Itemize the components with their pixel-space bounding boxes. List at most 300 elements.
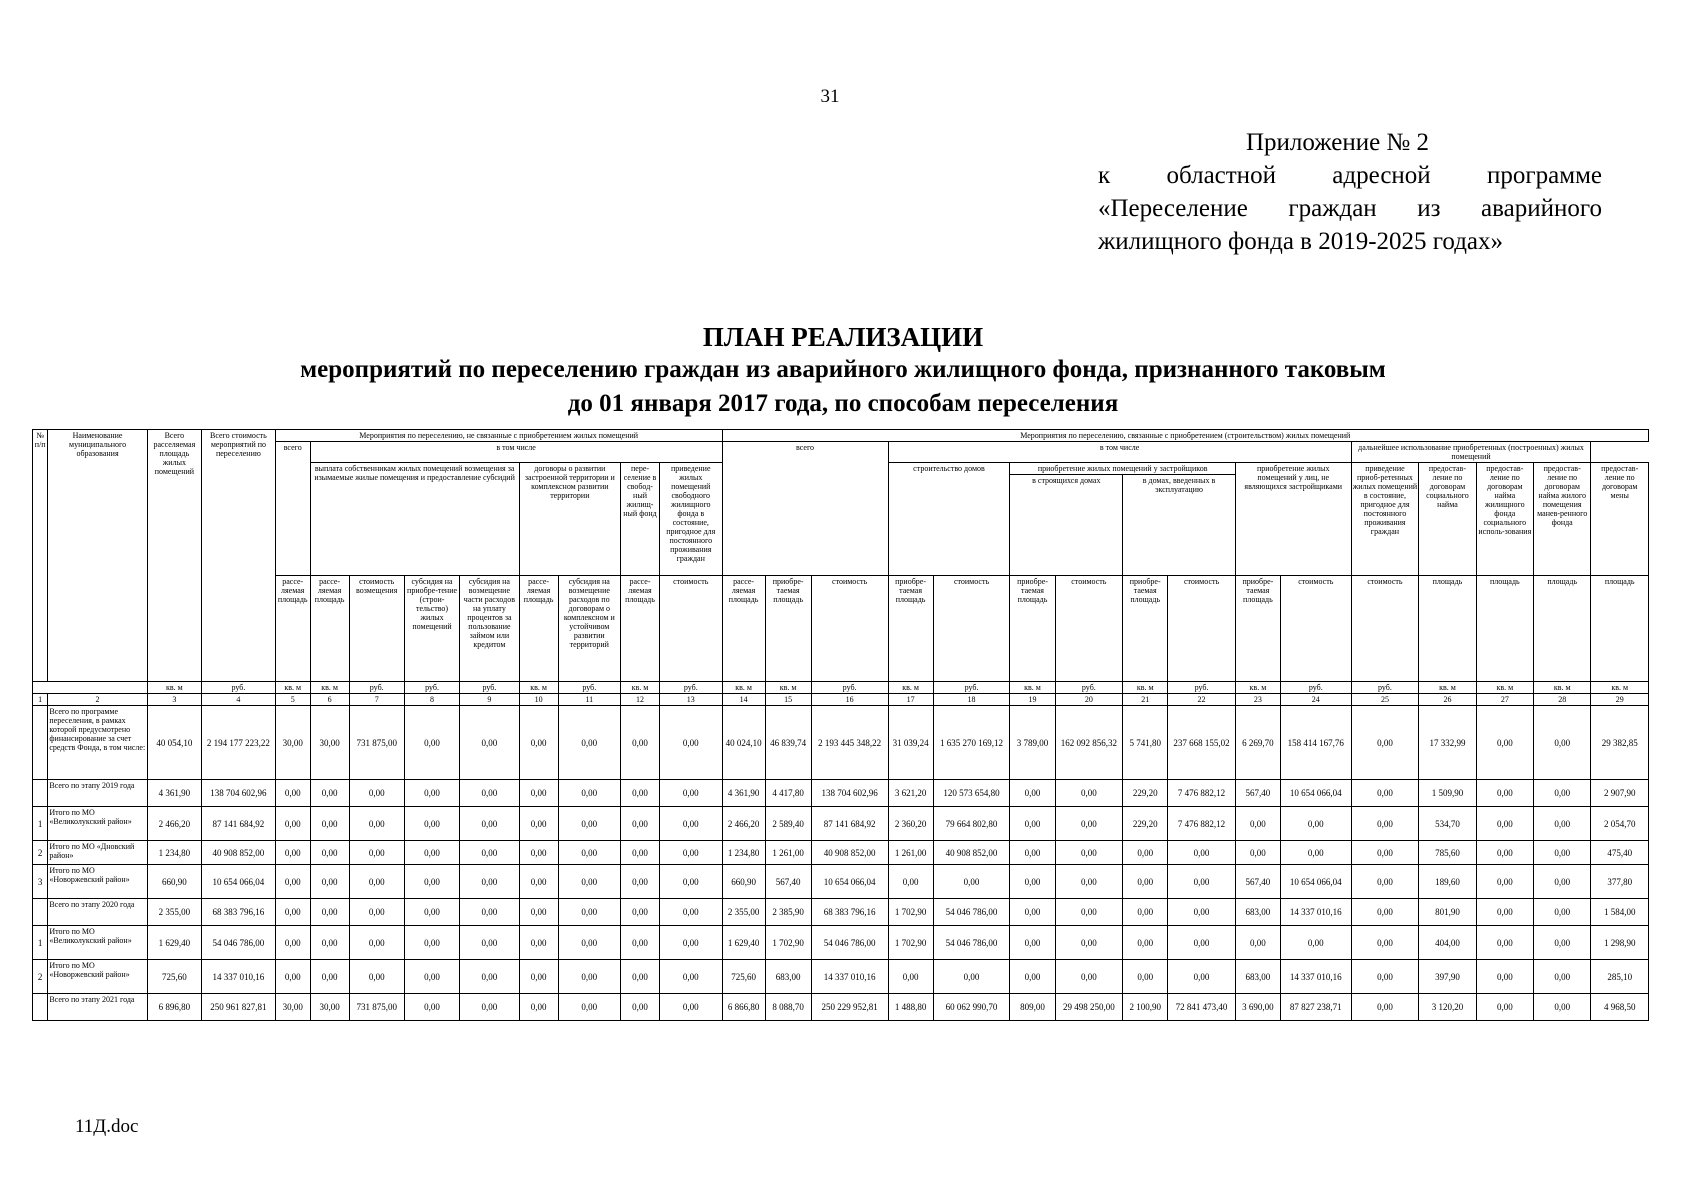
header-b-buy-dev: [1010, 463, 1235, 576]
table-cell: 0,00: [404, 960, 459, 994]
table-cell: 0,00: [1351, 780, 1419, 807]
table-cell: 0,00: [659, 841, 722, 865]
column-number: 28: [1534, 694, 1591, 706]
table-cell: 0,00: [519, 780, 558, 807]
table-cell: 1 584,00: [1591, 899, 1649, 926]
table-cell: 29 498 250,00: [1055, 994, 1123, 1021]
table-cell: 0,00: [275, 780, 310, 807]
unit-cell: кв. м: [1534, 682, 1591, 694]
table-row: [33, 994, 1649, 1021]
sub-b-comm-cost: стоимость: [1168, 576, 1236, 682]
unit-cell: руб.: [460, 682, 519, 694]
unit-cell: кв. м: [621, 682, 660, 694]
table-cell: 0,00: [460, 780, 519, 807]
appendix-line-3: «Переселение граждан из аварийного: [1098, 195, 1602, 222]
table-cell: 1 702,90: [888, 926, 933, 960]
header-a-payment: выплата собственникам жилых помещений возмещения за изымаемые жилые помещения и предоставление субсидий: [310, 463, 519, 576]
unit-cell: руб.: [933, 682, 1010, 694]
table-cell: 801,90: [1419, 899, 1476, 926]
header-a-bring: приведение жилых помещений свободного жилищного фонда в состояние, пригодное для постоянного проживания граждан: [659, 463, 722, 576]
table-cell: 0,00: [1010, 926, 1055, 960]
table-cell: 0,00: [659, 706, 722, 780]
appendix-line-1: Приложение № 2: [1246, 129, 1430, 156]
header-b-buy-nondev: приобретение жилых помещений у лиц, не являющихся застройщиками: [1235, 463, 1351, 576]
column-number: 3: [147, 694, 201, 706]
row-name: Итого по МО «Великолукский район»: [48, 926, 147, 960]
table-cell: 3 120,20: [1419, 994, 1476, 1021]
sub-b-total-resettled: рассе-ляемая площадь: [722, 576, 765, 682]
sub-a-free-area: рассе-ляемая площадь: [621, 576, 660, 682]
table-cell: 0,00: [519, 994, 558, 1021]
table-cell: 0,00: [1168, 960, 1236, 994]
header-b-incl: в том числе: [888, 442, 1351, 463]
row-number: 2: [33, 960, 48, 994]
column-number: 19: [1010, 694, 1055, 706]
header-b-exchange: предостав-ление по договорам мены: [1591, 463, 1649, 576]
table-cell: 0,00: [1280, 926, 1351, 960]
table-row: [33, 780, 1649, 807]
header-b-under-constr: в строящихся домах: [1010, 475, 1123, 575]
unit-cell: руб.: [659, 682, 722, 694]
table-cell: 0,00: [558, 899, 621, 926]
header-b-build: строительство домов: [888, 463, 1010, 576]
table-cell: 1 488,80: [888, 994, 933, 1021]
table-cell: 138 704 602,96: [811, 780, 888, 807]
table-cell: 0,00: [1123, 960, 1168, 994]
table-cell: 0,00: [1055, 807, 1123, 841]
table-cell: 54 046 786,00: [811, 926, 888, 960]
table-cell: 31 039,24: [888, 706, 933, 780]
table-cell: 0,00: [1351, 960, 1419, 994]
table-cell: 0,00: [460, 994, 519, 1021]
row-number: 2: [33, 841, 48, 865]
header-b-bring: приведение приоб-ретенных жилых помещений в состояние, пригодное для постоянного проживания граждан: [1351, 463, 1419, 576]
table-cell: 567,40: [1235, 780, 1280, 807]
row-name: Всего по этапу 2020 года: [48, 899, 147, 926]
sub-a-total-area: рассе-ляемая площадь: [275, 576, 310, 682]
sub-b-build-cost: стоимость: [933, 576, 1010, 682]
units-row: [33, 682, 1649, 694]
table-cell: 0,00: [1534, 807, 1591, 841]
table-cell: 0,00: [1235, 807, 1280, 841]
table-cell: 0,00: [1534, 841, 1591, 865]
sub-b-social-area: площадь: [1419, 576, 1476, 682]
table-cell: 0,00: [1351, 899, 1419, 926]
sub-a-cost-comp: стоимость возмещения: [349, 576, 404, 682]
table-cell: 404,00: [1419, 926, 1476, 960]
table-cell: 0,00: [349, 865, 404, 899]
column-number: 20: [1055, 694, 1123, 706]
table-cell: 4 968,50: [1591, 994, 1649, 1021]
table-cell: 0,00: [404, 706, 459, 780]
table-cell: 0,00: [933, 865, 1010, 899]
table-cell: 0,00: [558, 865, 621, 899]
unit-cell: руб.: [1351, 682, 1419, 694]
table-cell: 0,00: [1351, 926, 1419, 960]
header-b-commissioned: в домах, введенных в эксплуатацию: [1142, 476, 1216, 494]
table-cell: 0,00: [404, 994, 459, 1021]
table-cell: 0,00: [558, 960, 621, 994]
column-number: 25: [1351, 694, 1419, 706]
unit-cell: руб.: [1055, 682, 1123, 694]
table-cell: 0,00: [519, 960, 558, 994]
table-cell: 3 789,00: [1010, 706, 1055, 780]
table-cell: 0,00: [1534, 899, 1591, 926]
table-cell: 0,00: [310, 926, 349, 960]
unit-cell: руб.: [811, 682, 888, 694]
table-cell: 0,00: [1534, 926, 1591, 960]
table-cell: 0,00: [349, 780, 404, 807]
table-cell: 0,00: [349, 841, 404, 865]
table-cell: 1 702,90: [765, 926, 811, 960]
unit-cell: кв. м: [1476, 682, 1533, 694]
table-cell: 54 046 786,00: [202, 926, 276, 960]
table-cell: 0,00: [558, 994, 621, 1021]
table-cell: 660,90: [722, 865, 765, 899]
row-number: 1: [33, 807, 48, 841]
header-a-contracts: договоры о развитии застроенной территории и комплексном развитии территории: [519, 463, 620, 576]
header-b-buy-dev-label: приобретение жилых помещений у застройщиков: [1010, 463, 1234, 475]
table-cell: 0,00: [888, 960, 933, 994]
table-cell: 0,00: [1476, 780, 1533, 807]
table-cell: 0,00: [349, 926, 404, 960]
table-cell: 2 193 445 348,22: [811, 706, 888, 780]
table-cell: 87 141 684,92: [202, 807, 276, 841]
table-cell: 0,00: [404, 780, 459, 807]
table-cell: 0,00: [404, 926, 459, 960]
unit-cell: руб.: [404, 682, 459, 694]
table-cell: 0,00: [659, 865, 722, 899]
table-cell: 6 896,80: [147, 994, 201, 1021]
table-cell: 10 654 066,04: [1280, 780, 1351, 807]
column-number: 12: [621, 694, 660, 706]
table-cell: 1 629,40: [147, 926, 201, 960]
row-number: 1: [33, 926, 48, 960]
table-cell: 0,00: [1010, 899, 1055, 926]
header-b-social-rent: предостав-ление по договорам найма жилищного фонда социального исполь-зования: [1476, 463, 1533, 576]
table-cell: 1 635 270 169,12: [933, 706, 1010, 780]
column-number: 22: [1168, 694, 1236, 706]
table-cell: 0,00: [621, 807, 660, 841]
table-cell: 0,00: [1010, 780, 1055, 807]
table-cell: 567,40: [1235, 865, 1280, 899]
table-cell: 40 908 852,00: [933, 841, 1010, 865]
table-cell: 1 298,90: [1591, 926, 1649, 960]
header-num: № п/п: [33, 430, 48, 682]
column-number: 7: [349, 694, 404, 706]
table-cell: 40 908 852,00: [811, 841, 888, 865]
table-cell: 2 355,00: [722, 899, 765, 926]
column-number: 1: [33, 694, 48, 706]
page-number: 31: [820, 86, 840, 107]
table-cell: 0,00: [621, 780, 660, 807]
table-cell: 0,00: [1010, 807, 1055, 841]
row-name: Итого по МО «Новоржевский район»: [48, 865, 147, 899]
header-b-buy-dev-sub: [1010, 475, 1234, 575]
table-cell: 0,00: [519, 841, 558, 865]
sub-b-under-cost: стоимость: [1055, 576, 1123, 682]
table-cell: 8 088,70: [765, 994, 811, 1021]
unit-cell: руб.: [349, 682, 404, 694]
table-cell: 2 355,00: [147, 899, 201, 926]
table-cell: 0,00: [621, 865, 660, 899]
sub-a-pay-area: рассе-ляемая площадь: [310, 576, 349, 682]
table-cell: 0,00: [1534, 994, 1591, 1021]
unit-cell: руб.: [1280, 682, 1351, 694]
table-cell: 54 046 786,00: [933, 926, 1010, 960]
table-cell: 2 054,70: [1591, 807, 1649, 841]
table-cell: 0,00: [621, 926, 660, 960]
table-cell: 0,00: [659, 899, 722, 926]
table-cell: 0,00: [460, 926, 519, 960]
table-cell: 0,00: [310, 899, 349, 926]
table-cell: 0,00: [275, 841, 310, 865]
table-cell: 30,00: [310, 706, 349, 780]
column-number-row: [33, 694, 1649, 706]
table-cell: 0,00: [1534, 960, 1591, 994]
table-cell: 60 062 990,70: [933, 994, 1010, 1021]
table-cell: 54 046 786,00: [933, 899, 1010, 926]
table-cell: 0,00: [404, 807, 459, 841]
table-cell: 2 466,20: [147, 807, 201, 841]
table-cell: 68 383 796,16: [811, 899, 888, 926]
table-cell: 0,00: [659, 926, 722, 960]
table-cell: 0,00: [1534, 706, 1591, 780]
appendix-line-2: к областной адресной программе: [1098, 162, 1602, 189]
table-cell: 0,00: [1010, 960, 1055, 994]
column-number: 11: [558, 694, 621, 706]
sub-b-comm-area: приобре-таемая площадь: [1123, 576, 1168, 682]
header-b-social: предостав-ление по договорам социального найма: [1419, 463, 1476, 576]
table-cell: 0,00: [558, 926, 621, 960]
table-row: [33, 899, 1649, 926]
table-cell: 731 875,00: [349, 706, 404, 780]
table-cell: 0,00: [1168, 899, 1236, 926]
table-cell: 0,00: [1055, 780, 1123, 807]
unit-cell: кв. м: [1591, 682, 1649, 694]
header-b-maneuver: предостав-ление по договорам найма жилого помещения манев-ренного фонда: [1534, 463, 1591, 576]
row-name: Всего по этапу 2019 года: [48, 780, 147, 807]
table-cell: 189,60: [1419, 865, 1476, 899]
table-cell: 2 385,90: [765, 899, 811, 926]
table-cell: 0,00: [1055, 926, 1123, 960]
document-subtitle-2: до 01 января 2017 года, по способам переселения: [567, 390, 1119, 417]
table-cell: 0,00: [310, 865, 349, 899]
table-cell: 285,10: [1591, 960, 1649, 994]
table-row: [33, 841, 1649, 865]
table-cell: 2 907,90: [1591, 780, 1649, 807]
table-cell: 0,00: [1351, 807, 1419, 841]
header-a-free: пере-селение в свобод-ный жилищ-ный фонд: [621, 463, 660, 576]
table-cell: 0,00: [1476, 706, 1533, 780]
table-cell: 683,00: [1235, 960, 1280, 994]
sub-a-subsidy-contracts: субсидия на возмещение расходов по договорам о комплексном и устойчивом развитии территорий: [558, 576, 621, 682]
table-cell: 0,00: [460, 899, 519, 926]
row-name: Всего по программе переселения, в рамках которой предусмотрено финансирование за счет средств Фонда, в том числе:: [48, 706, 147, 780]
table-cell: 0,00: [1351, 841, 1419, 865]
table-cell: 1 234,80: [147, 841, 201, 865]
table-cell: 0,00: [1476, 899, 1533, 926]
header-row-4: [33, 576, 1649, 682]
table-cell: 0,00: [621, 899, 660, 926]
row-number: [33, 994, 48, 1021]
table-cell: 0,00: [1476, 994, 1533, 1021]
table-cell: 29 382,85: [1591, 706, 1649, 780]
column-number: 16: [811, 694, 888, 706]
column-number: 21: [1123, 694, 1168, 706]
header-total-cost: Всего стоимость мероприятий по переселению: [202, 430, 276, 682]
table-cell: 0,00: [659, 960, 722, 994]
sub-b-nondev-cost: стоимость: [1280, 576, 1351, 682]
table-cell: 0,00: [1010, 865, 1055, 899]
table-cell: 0,00: [659, 994, 722, 1021]
table-cell: 0,00: [1055, 865, 1123, 899]
table-cell: 0,00: [275, 807, 310, 841]
table-cell: 87 141 684,92: [811, 807, 888, 841]
table-cell: 14 337 010,16: [1280, 899, 1351, 926]
sub-b-total-cost: стоимость: [811, 576, 888, 682]
unit-cell: кв. м: [147, 682, 201, 694]
sub-b-under-area: приобре-таемая площадь: [1010, 576, 1055, 682]
table-cell: 1 702,90: [888, 899, 933, 926]
table-cell: 0,00: [460, 841, 519, 865]
table-cell: 1 629,40: [722, 926, 765, 960]
table-cell: 0,00: [659, 807, 722, 841]
sub-a-contracts-area: рассе-ляемая площадь: [519, 576, 558, 682]
table-cell: 0,00: [310, 780, 349, 807]
table-cell: 0,00: [1351, 994, 1419, 1021]
column-number: 24: [1280, 694, 1351, 706]
unit-cell: кв. м: [1419, 682, 1476, 694]
table-cell: 138 704 602,96: [202, 780, 276, 807]
table-cell: 229,20: [1123, 780, 1168, 807]
table-row: [33, 926, 1649, 960]
table-cell: 1 261,00: [765, 841, 811, 865]
row-name: Итого по МО «Великолукский район»: [48, 807, 147, 841]
sub-b-total-acquired: приобре-таемая площадь: [765, 576, 811, 682]
document-subtitle-1: мероприятий по переселению граждан из аварийного жилищного фонда, признанного таковым: [300, 356, 1386, 383]
table-cell: 1 509,90: [1419, 780, 1476, 807]
column-number: 6: [310, 694, 349, 706]
table-cell: 1 234,80: [722, 841, 765, 865]
column-number: 8: [404, 694, 459, 706]
header-group-b: Мероприятия по переселению, связанные с приобретением (строительством) жилых помещений: [722, 430, 1648, 442]
row-number: [33, 780, 48, 807]
table-cell: 0,00: [519, 865, 558, 899]
table-cell: 0,00: [1351, 706, 1419, 780]
table-cell: 72 841 473,40: [1168, 994, 1236, 1021]
column-number: 10: [519, 694, 558, 706]
table-cell: 17 332,99: [1419, 706, 1476, 780]
column-number: 13: [659, 694, 722, 706]
column-number: 5: [275, 694, 310, 706]
table-row: [33, 960, 1649, 994]
table-cell: 14 337 010,16: [1280, 960, 1351, 994]
column-number: 9: [460, 694, 519, 706]
unit-cell: кв. м: [1010, 682, 1055, 694]
table-cell: 0,00: [1168, 865, 1236, 899]
table-cell: 0,00: [1235, 841, 1280, 865]
table-cell: 40 908 852,00: [202, 841, 276, 865]
table-cell: 120 573 654,80: [933, 780, 1010, 807]
table-row: [33, 807, 1649, 841]
row-number: [33, 899, 48, 926]
table-cell: 475,40: [1591, 841, 1649, 865]
table-cell: 0,00: [1010, 841, 1055, 865]
table-cell: 0,00: [1280, 807, 1351, 841]
table-cell: 3 621,20: [888, 780, 933, 807]
table-cell: 30,00: [275, 706, 310, 780]
table-cell: 377,80: [1591, 865, 1649, 899]
header-a-incl: в том числе: [310, 442, 722, 463]
table-cell: 0,00: [404, 841, 459, 865]
sub-b-exchange-area: площадь: [1591, 576, 1649, 682]
unit-cell: кв. м: [888, 682, 933, 694]
table-cell: 397,90: [1419, 960, 1476, 994]
table-cell: 6 866,80: [722, 994, 765, 1021]
table-cell: 0,00: [404, 865, 459, 899]
table-cell: 14 337 010,16: [811, 960, 888, 994]
table-cell: 250 961 827,81: [202, 994, 276, 1021]
table-cell: 0,00: [1534, 865, 1591, 899]
header-a-total: всего: [275, 442, 310, 576]
header-b-total: всего: [722, 442, 888, 576]
table-cell: 0,00: [519, 807, 558, 841]
table-cell: 0,00: [621, 994, 660, 1021]
column-number: 29: [1591, 694, 1649, 706]
table-cell: 0,00: [1280, 841, 1351, 865]
appendix-line-4: жилищного фонда в 2019-2025 годах»: [1098, 228, 1504, 255]
table-cell: 2 466,20: [722, 807, 765, 841]
table-cell: 2 194 177 223,22: [202, 706, 276, 780]
appendix-header: [1098, 126, 1602, 258]
row-name: Итого по МО «Новоржевский район»: [48, 960, 147, 994]
table-cell: 0,00: [888, 865, 933, 899]
table-cell: 785,60: [1419, 841, 1476, 865]
column-number: 26: [1419, 694, 1476, 706]
table-cell: 6 269,70: [1235, 706, 1280, 780]
table-cell: 10 654 066,04: [202, 865, 276, 899]
row-number: 3: [33, 865, 48, 899]
table-cell: 0,00: [275, 960, 310, 994]
table-cell: 660,90: [147, 865, 201, 899]
unit-cell: кв. м: [765, 682, 811, 694]
table-cell: 79 664 802,80: [933, 807, 1010, 841]
table-cell: 2 360,20: [888, 807, 933, 841]
table-cell: 40 024,10: [722, 706, 765, 780]
table-cell: 0,00: [558, 841, 621, 865]
table-cell: 4 417,80: [765, 780, 811, 807]
table-cell: 0,00: [659, 780, 722, 807]
table-cell: 14 337 010,16: [202, 960, 276, 994]
unit-cell: руб.: [1168, 682, 1236, 694]
table-cell: 0,00: [558, 807, 621, 841]
table-cell: 1 261,00: [888, 841, 933, 865]
sub-b-bring-cost: стоимость: [1351, 576, 1419, 682]
table-cell: 162 092 856,32: [1055, 706, 1123, 780]
sub-b-nondev-area: приобре-таемая площадь: [1235, 576, 1280, 682]
table-cell: 0,00: [621, 841, 660, 865]
table-row: [33, 706, 1649, 780]
table-cell: 10 654 066,04: [811, 865, 888, 899]
column-number: 17: [888, 694, 933, 706]
table-row: [33, 865, 1649, 899]
sub-a-subsidy-interest: субсидия на возмещение части расходов на уплату процентов за пользование займом или кредитом: [460, 576, 519, 682]
sub-a-subsidy-buy: субсидия на приобре-тение (строи-тельство) жилых помещений: [404, 576, 459, 682]
table-cell: 0,00: [349, 899, 404, 926]
table-cell: 0,00: [1055, 899, 1123, 926]
table-cell: 0,00: [1168, 926, 1236, 960]
